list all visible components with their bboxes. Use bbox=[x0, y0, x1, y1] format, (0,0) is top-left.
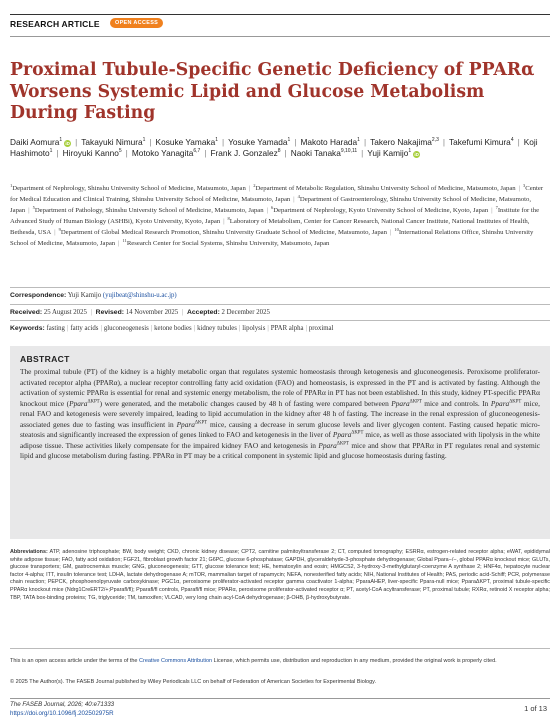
keyword-item: gluconeogenesis bbox=[103, 325, 149, 332]
correspondence-line bbox=[10, 292, 550, 299]
keyword-item: kidney tubules bbox=[197, 325, 237, 332]
abstract-heading: ABSTRACT bbox=[20, 354, 70, 364]
author-name[interactable]: Frank J. Gonzalez$^8$ bbox=[210, 148, 281, 159]
author-separator: | bbox=[204, 148, 207, 159]
open-access-badge: OPEN ACCESS bbox=[110, 18, 163, 28]
author-separator: | bbox=[361, 148, 364, 159]
header-rule bbox=[10, 36, 550, 37]
page-number: 1 of 13 bbox=[524, 704, 547, 713]
orcid-icon[interactable]: iD bbox=[65, 141, 70, 146]
author-name[interactable]: Takayuki Nimura$^1$ bbox=[81, 137, 146, 147]
keywords-label: Keywords: bbox=[10, 325, 45, 332]
copyright-line: © 2025 The Author(s). The FASEB Journal published by Wiley Periodicals LLC on behalf of Federation of American Societies for Experimental Biology. bbox=[10, 679, 377, 685]
license-text bbox=[10, 656, 550, 667]
keyword-item: proximal bbox=[308, 325, 334, 332]
author-separator: | bbox=[56, 148, 59, 159]
author-name[interactable]: Motoko Yanagita$^{6,7}$ bbox=[131, 148, 201, 159]
affiliation-separator: | bbox=[223, 217, 225, 225]
keywords-line: Keywords: fasting | fatty acids | gluconeogenesis | ketone bodies | kidney tubules | lipolysis | PPAR alpha | proximal bbox=[10, 325, 334, 332]
affiliation-item: $^5$Department of Pathology, Shinshu University School of Medicine, Matsumoto, Japan bbox=[32, 204, 264, 214]
abbreviations-block bbox=[10, 549, 550, 602]
abstract-text: The proximal tubule (PT) of the kidney is a highly metabolic organ that regulates systemic homeostasis through ketogenesis and gluconeogenesis. Peroxisome proliferator-activated receptor alpha (PPARα), a nuclear receptor controlling fatty acid oxidation (FAO) and homeostasis, is expressed in the PT and is activated by fasting. Although the activation of systemic PPARα is essential for renal and systemic energy metabolism, the role of PPARα in PT has not been established. In this study, kidney PT-specific PPARα knockout mice (Ppara$^{\Delta KPT}$) were generated, and the metabolic changes caused by 48 h of fasting were compared between Ppara$^{\Delta KPT}$ mice and controls. In Ppara$^{\Delta KPT}$ mice, renal FAO and ketogenesis were severely impaired, leading to lipid accumulation in the kidney after 48 h of fasting. The increase in the renal expression of gluconeogenesis-associated genes due to fasting was insufficient in Ppara$^{\Delta KPT}$ mice, causing a decrease in serum glucose levels and liver glycogen content. Fasting caused hepatic micro-steatosis and significantly increased the expression of genes linked to FAO and ketogenesis in the liver of Ppara$^{\Delta KPT}$ mice, as well as those associated with lipolysis in the white adipose tissue. These activities likely compensate for the impaired kidney FAO and ketogenesis in Ppara$^{\Delta KPT}$ mice and show that PPARα in PT regulates renal and systemic lipid and glucose metabolism during fasting. PPARα in PT may be a critical component in systemic lipid and glucose homeostasis during fasting. bbox=[20, 367, 540, 461]
affiliation-item: $^4$Department of Gastroenterology, Shinshu University School of Medicine, Matsumoto, Japan bbox=[10, 193, 532, 214]
article-header bbox=[10, 18, 550, 32]
divider bbox=[10, 287, 550, 288]
revised-label: Revised: bbox=[95, 309, 125, 316]
orcid-icon[interactable]: iD bbox=[414, 152, 419, 158]
keyword-item: fasting bbox=[46, 325, 65, 332]
affiliation-item: $^1$Department of Nephrology, Shinshu University School of Medicine, Matsumoto, Japan bbox=[10, 182, 246, 192]
affiliation-item: $^2$Department of Metabolic Regulation, Shinshu University School of Medicine, Matsumoto, Japan bbox=[253, 182, 516, 192]
affiliation-item: $^8$Laboratory of Metabolism, Center for Cancer Research, National Cancer Institute, National Institutes of Health, Bethesda, USA bbox=[10, 215, 530, 236]
keyword-item: lipolysis bbox=[242, 325, 266, 332]
affiliation-separator: | bbox=[54, 228, 56, 236]
author-separator: | bbox=[75, 137, 78, 147]
divider bbox=[10, 648, 550, 649]
article-type-label: RESEARCH ARTICLE bbox=[10, 19, 100, 29]
author-name[interactable]: Kosuke Yamaka$^1$ bbox=[155, 137, 218, 147]
article-title: Proximal Tubule-Specific Genetic Deficiency of PPARα Worsens Systemic Lipid and Glucose Metabolism During Fasting bbox=[10, 60, 535, 123]
author-separator: | bbox=[125, 148, 128, 159]
author-name[interactable]: Naoki Tanaka$^{9,10,11}$ bbox=[290, 148, 358, 159]
affiliation-separator: | bbox=[491, 206, 493, 214]
author-separator: | bbox=[284, 148, 287, 159]
cc-by-link[interactable]: Creative Commons Attribution bbox=[139, 658, 213, 664]
author-separator: | bbox=[294, 137, 297, 147]
accepted-date: 2 December 2025 bbox=[221, 309, 270, 316]
affiliation-separator: | bbox=[248, 185, 251, 192]
divider bbox=[10, 304, 550, 305]
affiliation-separator: | bbox=[389, 228, 392, 236]
keyword-item: fatty acids bbox=[70, 325, 99, 332]
footer-citation bbox=[10, 701, 114, 718]
dates-line: Received: 25 August 2025 | Revised: 14 November 2025 | Accepted: 2 December 2025 bbox=[10, 309, 270, 316]
affiliation-item: $^7$Institute for the Advanced Study of Human Biology (ASHBi), Kyoto University, Kyoto, Japan bbox=[10, 204, 540, 225]
affiliation-item: $^9$Department of Global Medical Research Promotion, Shinshu University Graduate School of Medicine, Matsumoto, Japan bbox=[58, 226, 387, 236]
correspondence-label: Correspondence: bbox=[10, 292, 67, 299]
author-separator: | bbox=[442, 137, 446, 147]
affiliation-item: $^{11}$Research Center for Social Systems, Shinshu University, Matsumoto, Japan bbox=[122, 237, 330, 247]
abbreviations-label: Abbreviations: bbox=[10, 549, 48, 555]
doi-link[interactable]: https://doi.org/10.1096/fj.202502975R bbox=[10, 709, 114, 717]
author-name[interactable]: Makoto Harada$^1$ bbox=[300, 137, 360, 147]
license-pre: This is an open access article under the terms of the bbox=[10, 658, 140, 664]
affiliation-list bbox=[10, 184, 550, 249]
affiliation-separator: | bbox=[266, 206, 268, 214]
correspondence-name: Yuji Kamijo bbox=[67, 292, 102, 299]
affiliation-separator: | bbox=[293, 195, 295, 203]
author-separator: | bbox=[363, 137, 367, 147]
author-separator: | bbox=[149, 137, 152, 147]
affiliation-item: $^6$Department of Nephrology, Kyoto University School of Medicine, Kyoto, Japan bbox=[270, 204, 489, 214]
affiliation-separator: | bbox=[118, 239, 120, 247]
author-name[interactable]: Daiki Aomura$^1$iD bbox=[10, 137, 70, 147]
author-name[interactable]: Yosuke Yamada$^1$ bbox=[228, 137, 291, 147]
footer-rule bbox=[10, 698, 550, 699]
divider bbox=[10, 320, 550, 321]
abbreviations-text: ATP, adenosine triphosphate; BW, body weight; CKD, chronic kidney disease; CPT2, carnitine palmitoyltransferase 2; CT, computed tomography; ESRRα, estrogen-related receptor alpha; eWAT, epididymal white adipose tissue; FAO, fatty acid oxidation; FGF21, fibroblast growth factor 21; G6PC, glucose 6-phosphatase; GAPDH, glyceraldehyde-3-phosphate dehydrogenase; Global Ppara−/−, global PPARα knockout mice; GLUTs, glucose transporters; GM, gastrocnemius muscle; GNG, gluconeogenesis; GTT, glucose tolerance test; HE, hematoxylin and eosin; HMGCS2, 3-hydroxy-3-methylglutaryl-coenzyme A synthase 2; HNF4α, hepatocyte nuclear factor 4-alpha; ITT, insulin tolerance test; LDHA, lactate dehydrogenase A; mTOR, mammalian target of rapamycin; NEFA, nonesterified fatty acids; NIH, National Institutes of Health; PAS, periodic acid-Schiff; PCR, polymerase chain reaction; PEPCK, phosphoenolpyruvate carboxykinase; PGC1α, peroxisome proliferator-activated receptor gamma coactivator 1-alpha; PparaAHEP, liver-specific Ppara-null mice; PparaΔKPT, proximal tubule-specific PPARα knockout mice (Ndrg1CreERT2/+;Pparafl/fl); Pparafl/fl controls, Pparafl/fl mice; PPARα, peroxisome proliferator-activated receptor α; PT, acetyl-CoA acyltransferase; PT, proximal tubule; RXRα, retinoid X receptor alpha; TBP, TATA box-binding proteins; TG, triglyceride; TM, tamoxifen; VLCAD, very long chain acyl-CoA dehydrogenase; β-OHB, β-hydroxybutyrate. bbox=[10, 549, 550, 601]
author-name[interactable]: Takefumi Kimura$^4$ bbox=[449, 137, 514, 147]
abstract-box bbox=[10, 346, 550, 539]
journal-citation: The FASEB Journal, 2026; 40:e71333 bbox=[10, 701, 115, 708]
top-rule bbox=[10, 14, 550, 15]
author-separator: | bbox=[517, 137, 520, 147]
author-separator: | bbox=[221, 137, 225, 147]
affiliation-separator: | bbox=[518, 185, 520, 192]
author-name[interactable]: Koji Hashimoto$^1$ bbox=[10, 137, 538, 159]
received-date: 25 August 2025 bbox=[43, 309, 87, 316]
affiliation-item: $^3$Center for Medical Education and Clinical Training, Shinshu University School of Medicine, Matsumoto, Japan bbox=[10, 182, 544, 203]
affiliation-item: $^{10}$International Relations Office, Shinshu University School of Medicine, Matsumoto, Japan bbox=[10, 226, 534, 247]
author-name[interactable]: Yuji Kamijo$^1$iD bbox=[367, 148, 419, 159]
affiliation-separator: | bbox=[28, 206, 30, 214]
correspondence-email-link[interactable]: (yujibeat@shinshu-u.ac.jp) bbox=[102, 292, 177, 299]
accepted-label: Accepted: bbox=[186, 309, 220, 316]
received-label: Received: bbox=[10, 309, 43, 316]
license-post: License, which permits use, distribution and reproduction in any medium, provided the original work is properly cited. bbox=[212, 658, 497, 664]
keyword-item: ketone bodies bbox=[154, 325, 192, 332]
author-name[interactable]: Takero Nakajima$^{2,3}$ bbox=[370, 137, 439, 147]
keyword-item: PPAR alpha bbox=[270, 325, 304, 332]
revised-date: 14 November 2025 bbox=[125, 309, 179, 316]
author-name[interactable]: Hiroyuki Kanno$^5$ bbox=[62, 148, 122, 159]
author-list bbox=[10, 137, 550, 159]
